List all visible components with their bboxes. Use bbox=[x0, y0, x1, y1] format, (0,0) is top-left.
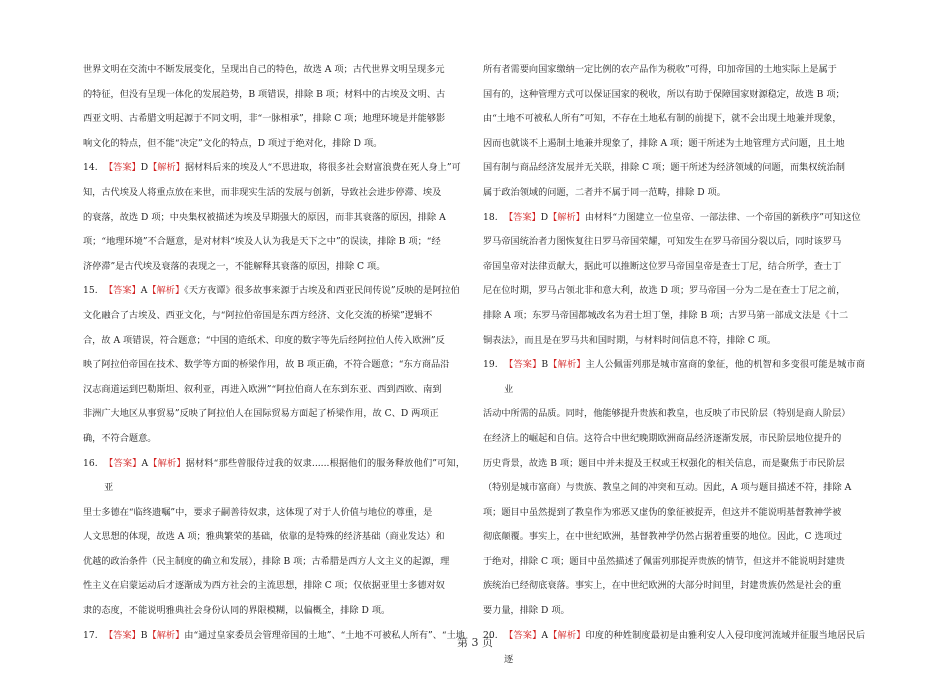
answer-label: 【答案】 bbox=[104, 285, 141, 297]
text-line: （特别是城市富商）与贵族、教皇之间的冲突和互动。因此，A 项与题目描述不符，排除 A bbox=[483, 482, 852, 494]
text-line: 族统治已经彻底衰落。事实上，在中世纪欧洲的大部分时间里，封建贵族仍然是社会的重 bbox=[483, 580, 842, 592]
text-line: 要力量，排除 D 项。 bbox=[483, 605, 570, 617]
analysis-label: 【解析】 bbox=[148, 162, 185, 174]
analysis-label: 【解析】 bbox=[548, 211, 585, 223]
question-item bbox=[83, 452, 465, 624]
answer-label: 【答案】 bbox=[504, 629, 542, 641]
text-line: 文化融合了古埃及、西亚文化，与“阿拉伯帝国是东西方经济、文化交流的桥梁”逻辑不 bbox=[83, 309, 433, 321]
text-line: 排除 A 项；东罗马帝国都城改名为君士坦丁堡，排除 B 项；古罗马第一部成文法是《十二 bbox=[483, 309, 849, 321]
text-line: 历史背景，故选 B 项；题目中并未提及王权或王权强化的相关信息，而是聚焦于市民阶层 bbox=[483, 457, 845, 469]
text-line: 帝国皇帝对法律贡献大，据此可以推断这位罗马帝国皇帝是查士丁尼，结合所学，查士丁 bbox=[483, 260, 842, 272]
text-line: 活动中所需的品质。同时，他能够提升贵族和教皇，也反映了市民阶层（特别是商人阶层） bbox=[483, 408, 851, 420]
text-line: 济停滞”是古代埃及衰落的表现之一，不能解释其衰落的原因，排除 C 项。 bbox=[83, 260, 386, 272]
text-line: 响文化的特点，但不能“决定”文化的特点，D 项过于绝对化，排除 D 项。 bbox=[83, 137, 383, 149]
answer-letter: D bbox=[140, 162, 149, 174]
question-number: 15. bbox=[83, 285, 98, 297]
text-line: 隶的态度，不能说明雅典社会身份认同的界限模糊，以偏概全，排除 D 项。 bbox=[83, 605, 391, 617]
question-number: 19. bbox=[483, 359, 498, 371]
question-number: 16. bbox=[83, 457, 98, 469]
question-item bbox=[483, 206, 865, 354]
text-line: 由“土地不可被私人所有”可知，不存在土地私有制的前提下，就不会出现土地兼并现象， bbox=[483, 113, 842, 125]
answer-letter: B bbox=[541, 359, 549, 371]
question-item bbox=[83, 156, 465, 279]
text-line: 铜表法》，而且是在罗马共和国时期，与材料时间信息不符，排除 C 项。 bbox=[483, 334, 777, 346]
text-line: 《天方夜谭》很多故事来源于古埃及和西亚民间传说”反映的是阿拉伯 bbox=[184, 285, 460, 297]
text-line: 的特征，但没有呈现一体化的发展趋势，B 项错误，排除 B 项；材料中的古埃及文明、古 bbox=[83, 88, 446, 100]
text-line: 国有制与商品经济发展并无关联，排除 C 项；题干所述为经济领域的问题，而集权统治制 bbox=[483, 162, 845, 174]
answer-label: 【答案】 bbox=[104, 457, 142, 469]
text-line: 据材料“那些曾服侍过我的奴隶......根据他们的服务释放他们”可知，亚 bbox=[104, 457, 466, 494]
question-item bbox=[83, 279, 465, 451]
text-line: 汉志商道运到巴勒斯坦、叙利亚，再进入欧洲”“阿拉伯商人在东到东亚、西到西欧、南到 bbox=[83, 383, 442, 395]
analysis-label: 【解析】 bbox=[147, 285, 185, 297]
text-line: 人文思想的体现，故选 A 项；雅典繁荣的基础，依靠的是特殊的经济基础（商业发达）和 bbox=[83, 531, 445, 543]
text-line: 合，故 A 项错误，符合题意；“中国的造纸术、印度的数字等先后经阿拉伯人传入欧洲”反 bbox=[83, 334, 445, 346]
right-continuation bbox=[483, 58, 865, 206]
text-line: 性主义在启蒙运动后才逐渐成为西方社会的主流思想，排除 C 项；仅依据亚里士多德对奴 bbox=[83, 580, 445, 592]
question-item bbox=[483, 353, 865, 624]
page-number: 第 3 页 bbox=[457, 636, 493, 649]
text-line: 项；题目中虽然提到了教皇作为邪恶又虚伪的象征被捉弄，但这并不能说明基督教神学被 bbox=[483, 506, 842, 518]
answer-letter: A bbox=[140, 285, 148, 297]
analysis-label: 【解析】 bbox=[548, 629, 586, 641]
left-continuation bbox=[83, 58, 465, 156]
question-number: 17. bbox=[83, 629, 98, 641]
answer-letter: D bbox=[540, 211, 549, 223]
answer-letter: B bbox=[140, 629, 148, 641]
text-line: 彻底颠覆。事实上，在中世纪欧洲，基督教神学仍然占据着重要的地位。因此，C 选项过 bbox=[483, 531, 843, 543]
answer-label: 【答案】 bbox=[104, 162, 141, 174]
text-line: 确，不符合题意。 bbox=[83, 432, 157, 444]
left-column bbox=[83, 58, 465, 648]
answer-letter: A bbox=[541, 629, 549, 641]
text-line: 优越的政治条件（民主制度的确立和发展），排除 B 项；古希腊是西方人文主义的起源，理 bbox=[83, 555, 450, 567]
text-line: 在经济上的崛起和自信。这符合中世纪晚期欧洲商品经济逐渐发展，市民阶层地位提升的 bbox=[483, 432, 842, 444]
text-line: 的衰落，故选 D 项；中央集权被描述为埃及早期强大的原因，而非其衰落的原因，排除 A bbox=[83, 211, 446, 223]
analysis-label: 【解析】 bbox=[548, 359, 586, 371]
right-column bbox=[483, 58, 865, 673]
text-line: 罗马帝国统治者力图恢复往日罗马帝国荣耀，可知发生在罗马帝国分裂以后，同时该罗马 bbox=[483, 236, 842, 248]
analysis-label: 【解析】 bbox=[148, 457, 186, 469]
question-number: 14. bbox=[83, 162, 98, 174]
text-line: 国有的，这种管理方式可以保证国家的税收，所以有助于保障国家财源稳定，故选 B 项； bbox=[483, 88, 845, 100]
analysis-label: 【解析】 bbox=[147, 629, 185, 641]
text-line: 属于政治领域的问题，二者并不属于同一范畴，排除 D 项。 bbox=[483, 186, 726, 198]
text-line: 世界文明在交流中不断发展变化，呈现出自己的特色，故选 A 项；古代世界文明呈现多元 bbox=[83, 64, 445, 75]
text-line: 项；“地理环境”不合题意，是对材料“埃及人认为我是天下之中”的误读，排除 B 项；“经 bbox=[83, 236, 441, 248]
answer-label: 【答案】 bbox=[104, 629, 141, 641]
text-line: 据材料后来的埃及人“不思进取，将很多社会财富浪费在死人身上”可 bbox=[184, 162, 461, 174]
text-line: 知，古代埃及人将重点放在来世，而非现实生活的发展与创新，导致社会进步停滞、埃及 bbox=[83, 186, 442, 198]
question-number: 18. bbox=[483, 211, 498, 223]
text-line: 非洲广大地区从事贸易”反映了阿拉伯人在国际贸易方面起了桥梁作用，故 C、D 两项正 bbox=[83, 408, 439, 420]
text-line: 主人公佩雷列那是城市富商的象征，他的机智和多变很可能是城市商业 bbox=[504, 359, 866, 395]
text-line: 由材料“力图建立一位皇帝、一部法律、一个帝国的新秩序”可知这位 bbox=[584, 211, 861, 223]
text-line: 映了阿拉伯帝国在技术、数学等方面的桥梁作用，故 B 项正确，不符合题意；“东方商品沿 bbox=[83, 359, 450, 371]
text-line: 所有者需要向国家缴纳一定比例的农产品作为税收”可得，印加帝国的土地实际上是属于 bbox=[483, 64, 837, 75]
answer-letter: A bbox=[141, 457, 149, 469]
text-line: 西亚文明、古希腊文明起源于不同文明，非“一脉相承”，排除 C 项；地理环境是并能够影 bbox=[83, 113, 446, 125]
text-line: 尼在位时期，罗马占领北非和意大利，故选 D 项；罗马帝国一分为二是在查士丁尼之前， bbox=[483, 285, 846, 297]
text-line: 因而也就谈不上遏制土地兼并现象了，排除 A 项；题干所述为土地管理方式问题，且土地 bbox=[483, 137, 845, 149]
text-line: 于绝对，排除 C 项；题目中虽然描述了佩雷列那捉弄贵族的情节，但这并不能说明封建贵 bbox=[483, 555, 845, 567]
answer-label: 【答案】 bbox=[504, 211, 541, 223]
text-line: 里士多德在“临终遗嘱”中，要求子嗣善待奴隶，这体现了对于人价值与地位的尊重，是 bbox=[83, 506, 433, 518]
text-line: 印度的种姓制度最初是由雅利安人入侵印度河流域并征服当地居民后逐 bbox=[504, 629, 866, 666]
answer-label: 【答案】 bbox=[504, 359, 542, 371]
question-number: 20. bbox=[483, 629, 498, 641]
text-line: 由“通过皇家委员会管理帝国的土地”、“土地不可被私人所有”、“土地 bbox=[184, 629, 465, 641]
